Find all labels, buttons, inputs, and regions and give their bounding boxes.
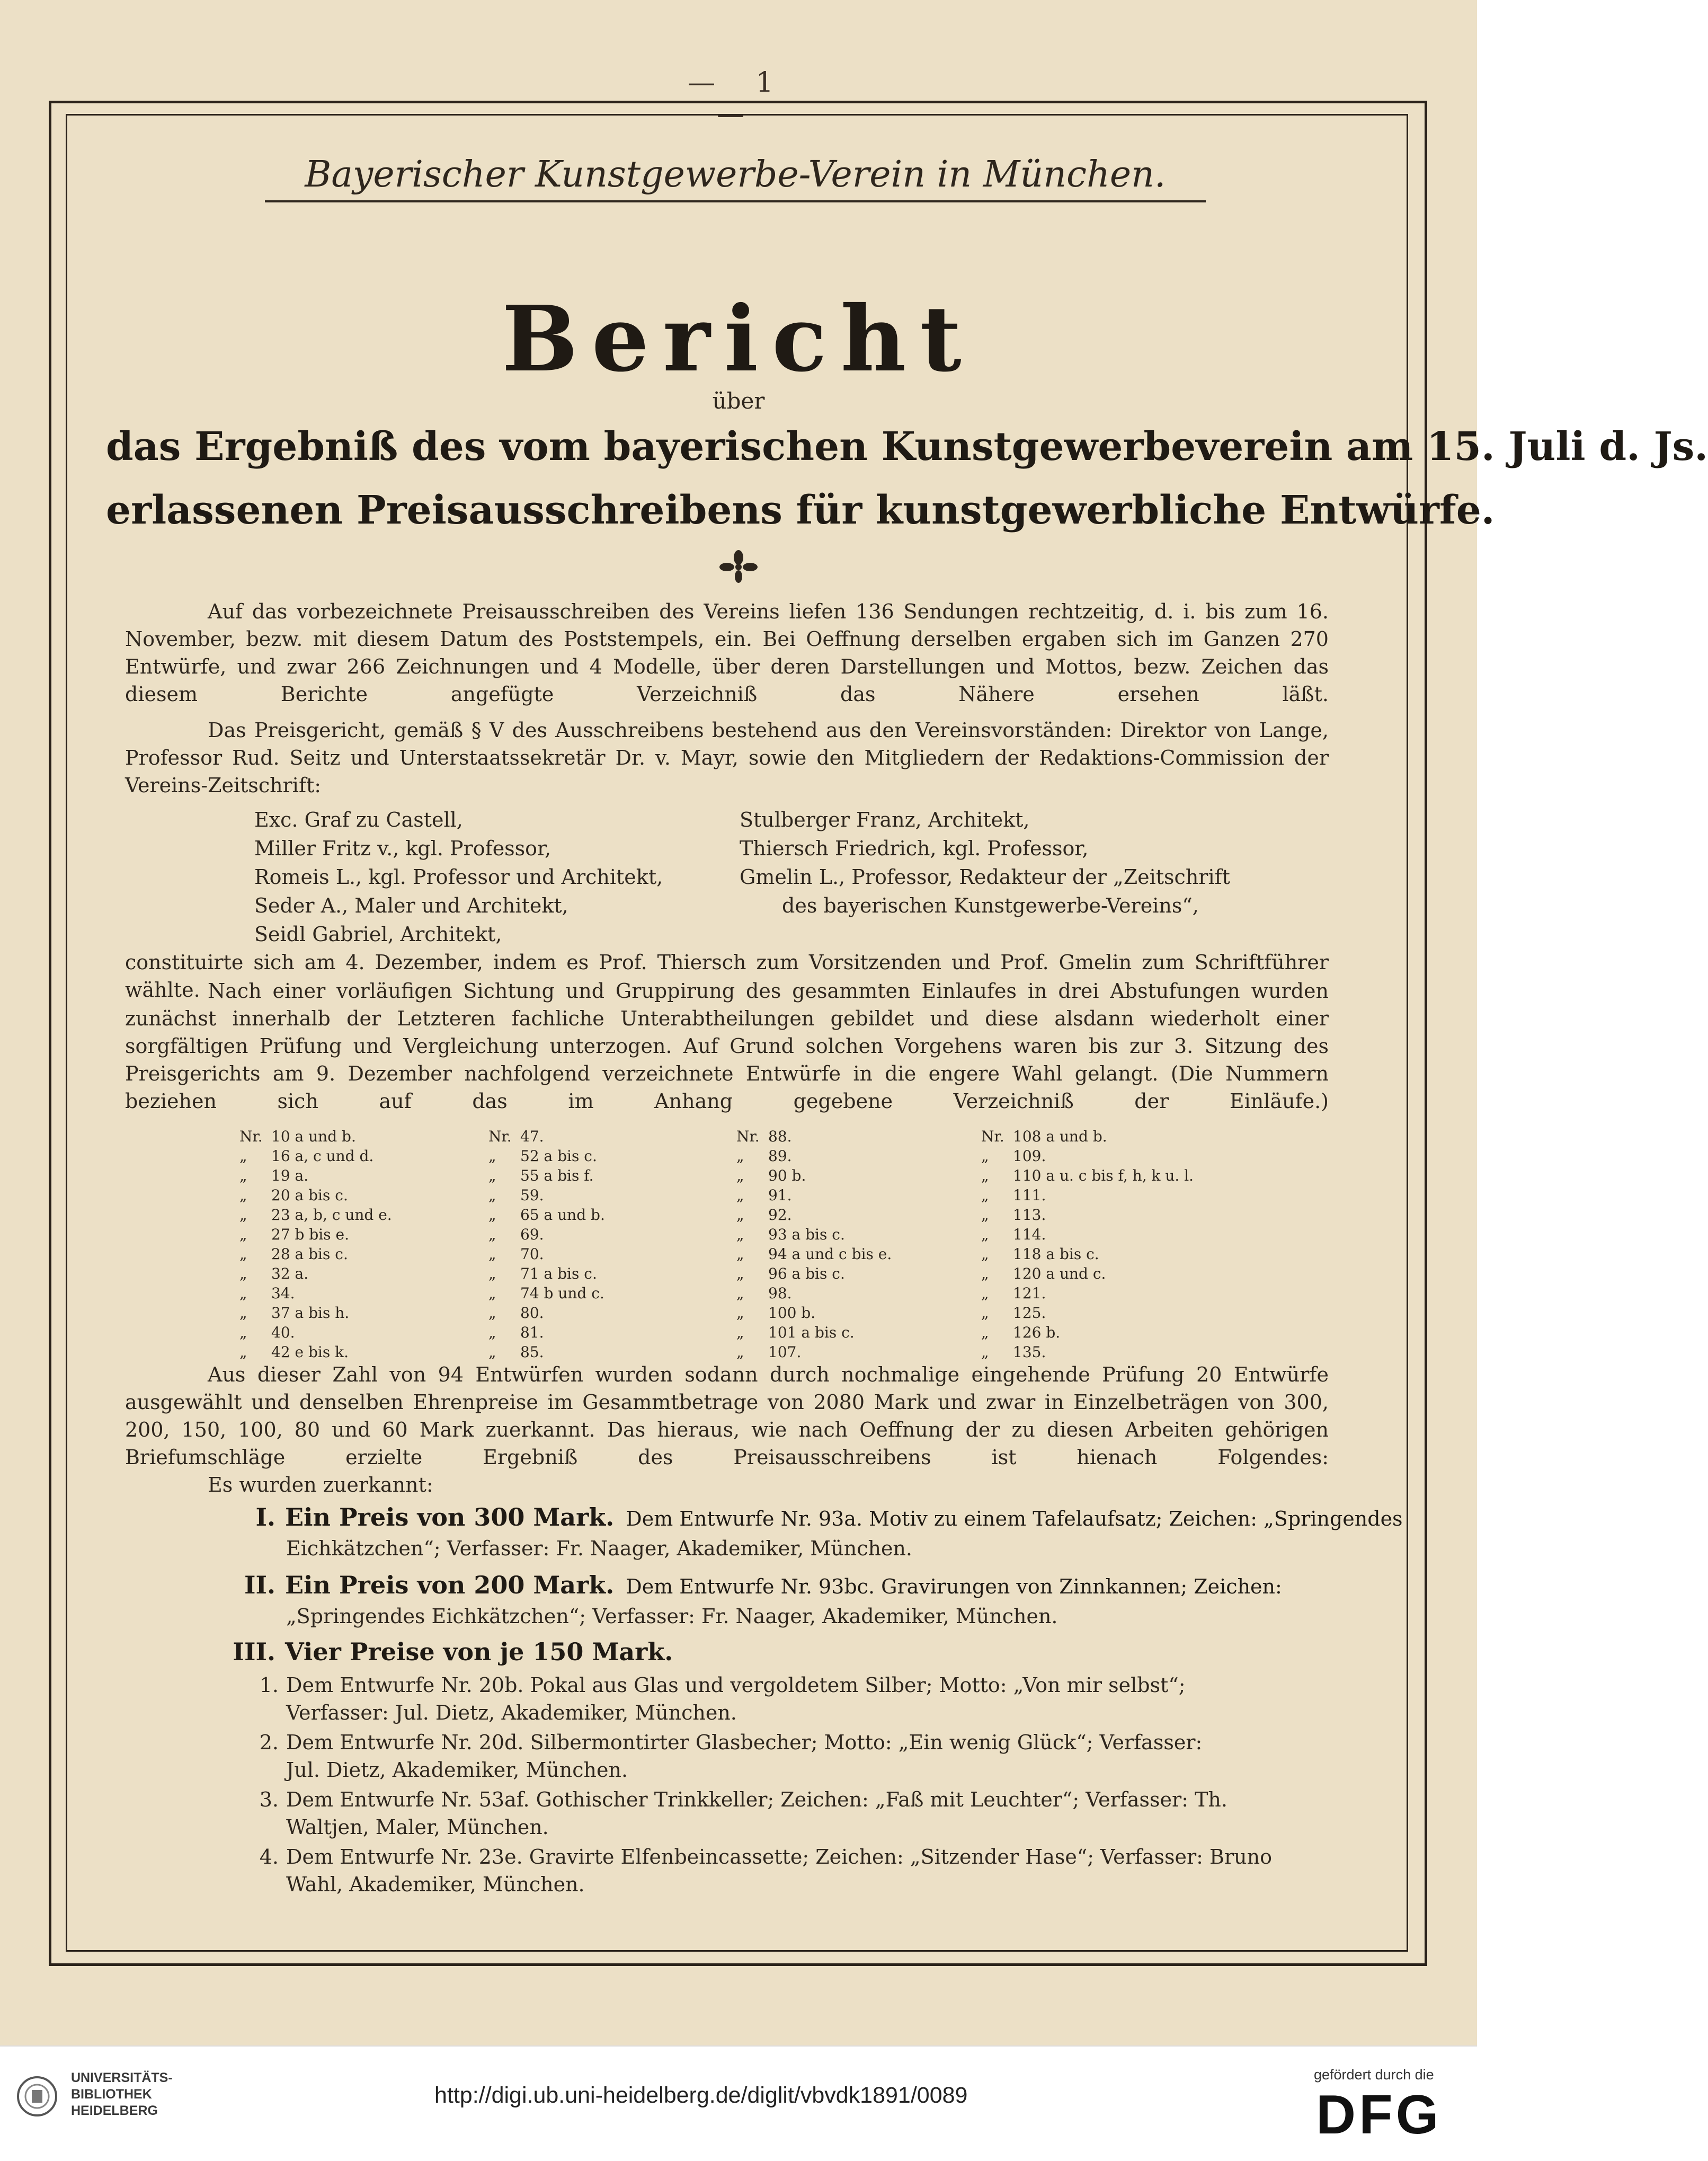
entry-number-prefix: „ <box>981 1245 989 1263</box>
results-paragraph: Aus dieser Zahl von 94 Entwürfen wurden sodann durch nochmalige eingehende Prüfung 20 Entwürfe ausgewählt und denselben Ehrenpreise im Gesammtbetrage von 2080 Mark und zwar in Einzelbeträgen von 300, 200, 150, 100, 80 und 60 Mark zuerkannt. Das hieraus, wie nach Oeffnung der zu diesen Arbeiten gehörigen Briefumschläge erzielte Ergebniß des Preisausschreibens ist hienach Folgendes: <box>125 1363 1329 1469</box>
entry-number-value: 74 b und c. <box>520 1285 604 1302</box>
entry-number-prefix: „ <box>736 1147 744 1165</box>
jury-member: Exc. Graf zu Castell, <box>254 808 463 831</box>
entry-number-prefix: „ <box>736 1206 744 1224</box>
entry-number-prefix: „ <box>488 1324 496 1341</box>
entry-number-row <box>736 1225 892 1244</box>
entry-number-row <box>736 1264 892 1283</box>
entry-number-prefix: „ <box>488 1343 496 1361</box>
entry-number-row <box>488 1323 605 1342</box>
constitution-paragraph: constituirte sich am 4. Dezember, indem es Prof. Thiersch zum Vorsitzenden und Prof. Gmelin zum Schriftführer wählte. <box>125 951 1329 1002</box>
entry-number-row <box>981 1185 1194 1205</box>
entry-number-prefix: Nr. <box>736 1128 760 1145</box>
prize-1-title: Ein Preis von 300 Mark. <box>285 1503 615 1531</box>
entry-number-value: 135. <box>1013 1343 1046 1361</box>
entry-number-prefix: „ <box>981 1343 989 1361</box>
entry-number-prefix: „ <box>981 1167 989 1184</box>
entry-number-value: 28 a bis c. <box>271 1245 348 1263</box>
entry-number-value: 88. <box>768 1128 792 1145</box>
entry-number-row <box>239 1205 392 1225</box>
entry-number-value: 80. <box>520 1304 544 1322</box>
jury-member: Thiersch Friedrich, kgl. Professor, <box>740 837 1089 860</box>
entry-number-row <box>488 1283 605 1303</box>
entry-numbers-column-3 <box>736 1127 892 1362</box>
fleuron-ornament-icon <box>715 548 762 585</box>
entry-number-value: 107. <box>768 1343 802 1361</box>
entry-number-value: 10 a und b. <box>271 1128 356 1145</box>
award-number: 4. <box>259 1845 279 1868</box>
entry-number-prefix: „ <box>981 1324 989 1341</box>
entry-number-value: 37 a bis h. <box>271 1304 350 1322</box>
entry-number-value: 98. <box>768 1285 792 1302</box>
entry-number-value: 81. <box>520 1324 544 1341</box>
jury-list-right <box>740 805 1322 920</box>
entry-number-prefix: „ <box>736 1226 744 1243</box>
entry-number-value: 34. <box>271 1285 295 1302</box>
entry-number-value: 118 a bis c. <box>1013 1245 1099 1263</box>
entry-number-prefix: „ <box>239 1285 247 1302</box>
entry-number-prefix: „ <box>239 1167 247 1184</box>
society-heading: Bayerischer Kunstgewerbe-Verein in München. <box>305 154 1166 196</box>
award-line: Jul. Dietz, Akademiker, München. <box>286 1758 628 1782</box>
entry-number-prefix: „ <box>981 1304 989 1322</box>
entry-number-prefix: „ <box>981 1226 989 1243</box>
entry-number-row <box>239 1127 392 1146</box>
award-line: Verfasser: Jul. Dietz, Akademiker, München. <box>286 1701 737 1724</box>
entry-number-row <box>488 1127 605 1146</box>
entry-number-value: 20 a bis c. <box>271 1186 348 1204</box>
entry-number-prefix: „ <box>239 1206 247 1224</box>
entry-number-prefix: „ <box>488 1147 496 1165</box>
entry-number-prefix: „ <box>488 1304 496 1322</box>
entry-number-prefix: „ <box>981 1147 989 1165</box>
prize-1-heading <box>217 1503 1403 1531</box>
entry-number-prefix: „ <box>981 1285 989 1302</box>
entry-number-row <box>981 1146 1194 1166</box>
entry-number-value: 126 b. <box>1013 1324 1061 1341</box>
entry-number-value: 40. <box>271 1324 295 1341</box>
entry-number-row <box>981 1283 1194 1303</box>
entry-numbers-column-4 <box>981 1127 1194 1362</box>
heading-rule <box>265 200 1206 202</box>
entry-number-prefix: Nr. <box>488 1128 512 1145</box>
entry-number-value: 59. <box>520 1186 544 1204</box>
entry-number-value: 110 a u. c bis f, h, k u. l. <box>1013 1167 1194 1184</box>
report-title: Bericht <box>502 286 975 392</box>
entry-numbers-column-2 <box>488 1127 605 1362</box>
entry-number-prefix: „ <box>736 1304 744 1322</box>
entry-number-row <box>488 1205 605 1225</box>
entry-number-value: 96 a bis c. <box>768 1265 845 1282</box>
entry-number-value: 19 a. <box>271 1167 309 1184</box>
entry-number-row <box>981 1127 1194 1146</box>
prize-1-continuation: Eichkätzchen“; Verfasser: Fr. Naager, Akademiker, München. <box>286 1537 912 1560</box>
entry-number-value: 71 a bis c. <box>520 1265 597 1282</box>
entry-number-row <box>239 1244 392 1264</box>
award-item <box>259 1671 1329 1726</box>
entry-number-value: 108 a und b. <box>1013 1128 1107 1145</box>
prize-2-text: Dem Entwurfe Nr. 93bc. Gravirungen von Zinnkannen; Zeichen: <box>626 1575 1282 1598</box>
entry-number-row <box>736 1146 892 1166</box>
prize-3-title: Vier Preise von je 150 Mark. <box>285 1637 673 1666</box>
entry-number-prefix: Nr. <box>239 1128 263 1145</box>
entry-number-prefix: „ <box>981 1265 989 1282</box>
entry-number-row <box>488 1185 605 1205</box>
award-number: 2. <box>259 1731 279 1754</box>
entry-number-prefix: „ <box>488 1226 496 1243</box>
prize-1-numeral: I. <box>255 1503 275 1531</box>
entry-number-value: 91. <box>768 1186 792 1204</box>
university-library-name <box>71 2070 173 2119</box>
entry-number-prefix: „ <box>239 1245 247 1263</box>
entry-number-value: 109. <box>1013 1147 1046 1165</box>
entry-number-prefix: „ <box>488 1265 496 1282</box>
prize-2-continuation: „Springendes Eichkätzchen“; Verfasser: Fr. Naager, Akademiker, München. <box>286 1605 1058 1628</box>
entry-number-value: 93 a bis c. <box>768 1226 845 1243</box>
entry-number-row <box>488 1303 605 1323</box>
entry-number-prefix: „ <box>488 1186 496 1204</box>
prize-1-text: Dem Entwurfe Nr. 93a. Motiv zu einem Tafelaufsatz; Zeichen: „Springendes <box>626 1507 1403 1530</box>
intro-paragraph-2: Das Preisgericht, gemäß § V des Ausschreibens bestehend aus den Vereinsvorständen: Direktor von Lange, Professor Rud. Seitz und Unterstaatssekretär Dr. v. Mayr, sowie den Mitgliedern der Redaktions-Commission der Vereins-Zeitschrift: <box>125 719 1329 797</box>
entry-number-value: 92. <box>768 1206 792 1224</box>
jury-member: Romeis L., kgl. Professor und Architekt, <box>254 865 663 889</box>
entry-number-prefix: „ <box>239 1226 247 1243</box>
entry-number-value: 125. <box>1013 1304 1046 1322</box>
entry-number-value: 89. <box>768 1147 792 1165</box>
entry-number-row <box>736 1244 892 1264</box>
entry-number-row <box>736 1323 892 1342</box>
entry-number-value: 113. <box>1013 1206 1046 1224</box>
entry-number-row <box>488 1166 605 1185</box>
entry-number-row <box>239 1166 392 1185</box>
prize-3-heading <box>217 1637 684 1666</box>
entry-number-row <box>488 1146 605 1166</box>
entry-number-row <box>736 1342 892 1362</box>
entry-number-row <box>239 1303 392 1323</box>
university-seal-icon <box>16 2075 58 2118</box>
entry-number-value: 65 a und b. <box>520 1206 605 1224</box>
entry-number-value: 120 a und c. <box>1013 1265 1106 1282</box>
entry-number-row <box>239 1264 392 1283</box>
entry-number-value: 42 e bis k. <box>271 1343 349 1361</box>
entry-number-value: 100 b. <box>768 1304 816 1322</box>
entry-numbers-column-1 <box>239 1127 392 1362</box>
uni-line: UNIVERSITÄTS- <box>71 2070 173 2085</box>
entry-number-prefix: „ <box>736 1324 744 1341</box>
jury-member-continued: des bayerischen Kunstgewerbe-Vereins“, <box>782 894 1199 917</box>
award-item <box>259 1843 1329 1898</box>
entry-number-value: 111. <box>1013 1186 1046 1204</box>
entry-number-row <box>736 1303 892 1323</box>
entry-number-value: 32 a. <box>271 1265 309 1282</box>
jury-member: Gmelin L., Professor, Redakteur der „Zeitschrift <box>740 865 1230 889</box>
uni-line: BIBLIOTHEK <box>71 2087 152 2102</box>
award-line: Dem Entwurfe Nr. 53af. Gothischer Trinkkeller; Zeichen: „Faß mit Leuchter“; Verfasser: Th. <box>286 1788 1227 1811</box>
entry-number-prefix: „ <box>736 1167 744 1184</box>
entry-number-prefix: „ <box>736 1265 744 1282</box>
entry-number-row <box>239 1323 392 1342</box>
headline-line-1: das Ergebniß des vom bayerischen Kunstgewerbeverein am 15. Juli d. Js. <box>106 424 1708 470</box>
award-line: Waltjen, Maler, München. <box>286 1815 549 1839</box>
entry-number-value: 23 a, b, c und e. <box>271 1206 392 1224</box>
entry-number-row <box>981 1342 1194 1362</box>
entry-number-row <box>488 1244 605 1264</box>
award-line: Dem Entwurfe Nr. 20d. Silbermontirter Glasbecher; Motto: „Ein wenig Glück“; Verfasser: <box>286 1731 1203 1754</box>
entry-number-value: 47. <box>520 1128 544 1145</box>
entry-number-row <box>239 1146 392 1166</box>
entry-number-row <box>736 1205 892 1225</box>
entry-number-prefix: „ <box>736 1343 744 1361</box>
entry-number-row <box>981 1323 1194 1342</box>
entry-number-value: 85. <box>520 1343 544 1361</box>
intro-paragraph-1: Auf das vorbezeichnete Preisausschreiben des Vereins liefen 136 Sendungen rechtzeitig, d. i. bis zum 16. November, bezw. mit diesem Datum des Poststempels, ein. Bei Oeffnung derselben ergaben sich im Ganzen 270 Entwürfe, und zwar 266 Zeichnungen und 4 Modelle, über deren Darstellungen und Mottos, bezw. Zeichen das diesem Berichte angefügte Verzeichniß das Nähere ersehen läßt. <box>125 600 1329 706</box>
entry-number-row <box>488 1225 605 1244</box>
entry-number-row <box>981 1303 1194 1323</box>
headline-line-2: erlassenen Preisausschreibens für kunstgewerbliche Entwürfe. <box>106 488 1495 533</box>
entry-number-prefix: „ <box>239 1265 247 1282</box>
entry-number-row <box>981 1225 1194 1244</box>
entry-number-value: 114. <box>1013 1226 1046 1243</box>
entry-number-prefix: „ <box>239 1186 247 1204</box>
prize-3-numeral: III. <box>233 1637 275 1666</box>
entry-number-value: 52 a bis c. <box>520 1147 597 1165</box>
selection-paragraph: Nach einer vorläufigen Sichtung und Gruppirung des gesammten Einlaufes in drei Abstufungen wurden zunächst innerhalb der Letzteren fachliche Unterabtheilungen gebildet und diese alsdann wiederholt einer sorgfältigen Prüfung und Vergleichung unterzogen. Auf Grund solchen Vorgehens waren bis zur 3. Sitzung des Preisgerichts am 9. Dezember nachfolgend verzeichnete Entwürfe in die engere Wahl gelangt. (Die Nummern beziehen sich auf das im Anhang gegebene Verzeichniß der Einläufe.) <box>125 979 1329 1113</box>
entry-number-prefix: „ <box>981 1206 989 1224</box>
award-line: Wahl, Akademiker, München. <box>286 1873 585 1896</box>
entry-number-prefix: „ <box>239 1343 247 1361</box>
entry-number-value: 70. <box>520 1245 544 1263</box>
award-number: 3. <box>259 1788 279 1811</box>
entry-number-prefix: „ <box>239 1147 247 1165</box>
award-line: Dem Entwurfe Nr. 23e. Gravirte Elfenbeincassette; Zeichen: „Sitzender Hase“; Verfasser: Bruno <box>286 1845 1272 1868</box>
entry-number-prefix: „ <box>488 1245 496 1263</box>
entry-number-row <box>981 1264 1194 1283</box>
entry-number-value: 94 a und c bis e. <box>768 1245 892 1263</box>
entry-number-prefix: „ <box>736 1245 744 1263</box>
entry-number-value: 121. <box>1013 1285 1046 1302</box>
uni-line: HEIDELBERG <box>71 2103 158 2118</box>
entry-number-row <box>488 1342 605 1362</box>
entry-number-row <box>239 1342 392 1362</box>
entry-number-prefix: „ <box>239 1324 247 1341</box>
entry-number-prefix: Nr. <box>981 1128 1004 1145</box>
title-connector: über <box>712 388 765 414</box>
entry-number-row <box>736 1283 892 1303</box>
jury-member: Seidl Gabriel, Architekt, <box>254 923 502 946</box>
entry-number-prefix: „ <box>488 1285 496 1302</box>
award-item <box>259 1729 1329 1784</box>
prize-2-numeral: II. <box>244 1571 275 1599</box>
entry-number-row <box>981 1166 1194 1185</box>
jury-member: Stulberger Franz, Architekt, <box>740 808 1030 831</box>
jury-member: Miller Fritz v., kgl. Professor, <box>254 837 551 860</box>
award-number: 1. <box>259 1673 279 1697</box>
entry-number-row <box>488 1264 605 1283</box>
entry-number-row <box>736 1185 892 1205</box>
source-url-link[interactable]: http://digi.ub.uni-heidelberg.de/diglit/vbvdk1891/0089 <box>434 2083 968 2108</box>
entry-number-row <box>736 1166 892 1185</box>
entry-number-row <box>239 1283 392 1303</box>
entry-number-prefix: „ <box>488 1206 496 1224</box>
entry-number-value: 27 b bis e. <box>271 1226 349 1243</box>
entry-number-row <box>736 1127 892 1146</box>
entry-number-prefix: „ <box>736 1285 744 1302</box>
funded-by-text: gefördert durch die <box>1314 2067 1434 2083</box>
jury-member: Seder A., Maler und Architekt, <box>254 894 568 917</box>
entry-number-prefix: „ <box>488 1167 496 1184</box>
prize-2-heading <box>217 1571 1282 1599</box>
entry-number-row <box>981 1205 1194 1225</box>
entry-number-value: 101 a bis c. <box>768 1324 855 1341</box>
entry-number-value: 55 a bis f. <box>520 1167 594 1184</box>
entry-number-row <box>239 1225 392 1244</box>
jury-list-left <box>254 805 731 949</box>
page-number: — 1 — <box>688 67 789 130</box>
prize-2-title: Ein Preis von 200 Mark. <box>285 1571 615 1599</box>
entry-number-row <box>981 1244 1194 1264</box>
award-line: Dem Entwurfe Nr. 20b. Pokal aus Glas und vergoldetem Silber; Motto: „Von mir selbst“; <box>286 1673 1186 1697</box>
entry-number-prefix: „ <box>981 1186 989 1204</box>
award-item <box>259 1786 1329 1841</box>
entry-number-row <box>239 1185 392 1205</box>
dfg-logo: DFG <box>1316 2084 1442 2146</box>
entry-number-value: 90 b. <box>768 1167 806 1184</box>
entry-number-value: 16 a, c und d. <box>271 1147 374 1165</box>
awarded-intro: Es wurden zuerkannt: <box>208 1473 433 1496</box>
entry-number-prefix: „ <box>239 1304 247 1322</box>
entry-number-prefix: „ <box>736 1186 744 1204</box>
entry-number-value: 69. <box>520 1226 544 1243</box>
